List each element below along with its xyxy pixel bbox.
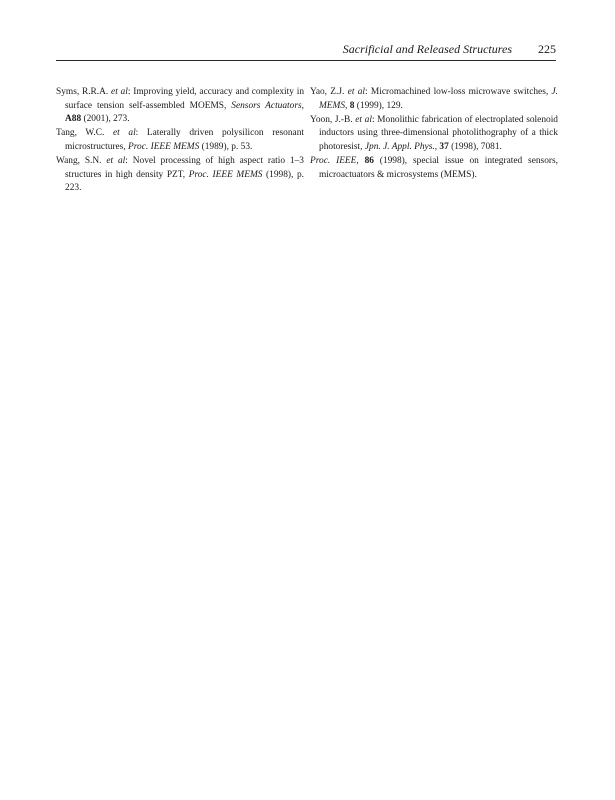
reference-item: [56, 127, 304, 154]
reference-title: : Monolithic fabrication of electroplated solenoid inductors using three-dimensional photolithography of a thick photoresist,: [319, 114, 558, 152]
reference-journal: Proc. IEEE MEMS: [188, 169, 263, 180]
reference-journal: Jpn. J. Appl. Phys.: [364, 141, 435, 152]
reference-item: Proc. IEEE, 86 (1998), special issue on integrated sensors, microactuators & microsystems (MEMS).: [310, 155, 558, 180]
reference-journal: Proc. IEEE: [310, 155, 357, 166]
reference-list-right: [310, 86, 558, 183]
page-number: 225: [538, 42, 556, 56]
reference-journal: J. MEMS: [319, 87, 559, 111]
reference-item: Yoon, J.-B. et al: Monolithic fabrication of electroplated solenoid inductors using three-dimensional photolithography of a thick photoresist, Jpn. J. Appl. Phys., 37 (1998), 7081.: [310, 114, 558, 152]
reference-etal: et al: [347, 87, 366, 97]
reference-author: Tang, W.C.: [56, 128, 105, 139]
reference-journal: Sensors Actuators: [231, 100, 302, 111]
reference-details: (1998), special issue on integrated sensors, microactuators & microsystems (MEMS).: [319, 155, 558, 180]
reference-volume: 37: [439, 141, 449, 152]
reference-etal: et al: [106, 155, 126, 166]
running-head: [56, 40, 556, 61]
reference-details: (1989), p. 53.: [199, 141, 253, 152]
reference-details: (2001), 273.: [81, 114, 130, 125]
reference-title: : Novel processing of high aspect ratio 1–3 structures in high density PZT,: [65, 155, 304, 180]
reference-volume: 86: [364, 155, 374, 166]
reference-author: Yoon, J.-B.: [310, 114, 353, 125]
reference-item: [56, 155, 304, 196]
reference-details: (1998), p. 223.: [65, 169, 304, 194]
reference-details: (1998), 7081.: [448, 141, 502, 152]
reference-etal: et al: [112, 128, 136, 139]
reference-etal: et al: [355, 114, 372, 125]
reference-title: : Improving yield, accuracy and complexity in surface tension self-assembled MOEMS,: [65, 87, 305, 111]
section-title: Sacrificial and Released Structures: [342, 42, 512, 56]
reference-author: Wang, S.N.: [56, 155, 102, 166]
reference-volume: A88: [65, 114, 82, 125]
reference-journal: Proc. IEEE MEMS: [128, 141, 200, 152]
reference-list-left: [56, 86, 304, 196]
reference-etal: et al: [111, 87, 128, 97]
reference-item: Syms, R.R.A. et al: Improving yield, accuracy and complexity in surface tension self-assembled MOEMS, Sensors Actuators, A88 (2001), 273.: [56, 87, 305, 125]
reference-title: : Laterally driven polysilicon resonant microstructures,: [65, 128, 304, 152]
reference-author: Yao, Z.J.: [310, 87, 345, 97]
reference-item: Yao, Z.J. et al: Micromachined low-loss microwave switches, J. MEMS, 8 (1999), 129.: [310, 87, 559, 111]
reference-title: : Micromachined low-loss microwave switches,: [365, 87, 552, 97]
reference-author: Syms, R.R.A.: [56, 87, 109, 97]
reference-details: (1999), 129.: [354, 100, 403, 111]
reference-volume: 8: [349, 100, 355, 111]
